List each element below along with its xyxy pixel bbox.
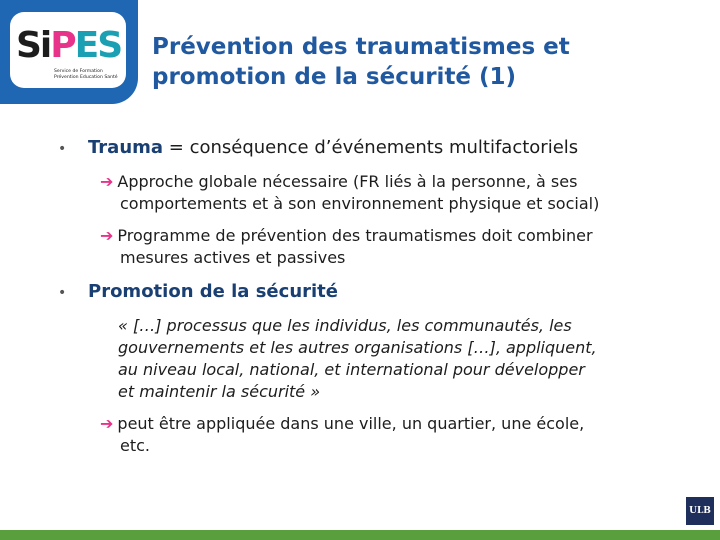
bullet-trauma [88,138,578,158]
promotion-quote-line4: et maintenir la sécurité » [118,382,321,401]
trauma-sub1-line1: ➔ Approche globale nécessaire (FR liés à la personne, à ses [100,172,578,191]
trauma-sub1-line2: comportements et à son environnement physique et social) [120,194,600,213]
logo-word-es: ES [74,25,122,66]
trauma-sub2-line2: mesures actives et passives [120,248,346,267]
ulb-logo: ULB [686,497,714,525]
logo-subtitle-line2: Prévention Education Santé [54,75,118,80]
promotion-quote-line2: gouvernements et les autres organisations […], appliquent, [118,338,597,357]
bullet-promotion [88,282,338,302]
logo-subtitle-line1: Service de Formation [54,69,103,74]
logo-wordmark [16,26,121,66]
arrow-right-icon: ➔ [100,226,114,245]
slide-title-line2: promotion de la sécurité (1) [152,64,517,90]
arrow-right-icon: ➔ [100,172,114,191]
logo-word-p: P [50,25,75,66]
slide-title-line1: Prévention des traumatismes et [152,34,570,60]
sipes-logo-panel [0,0,138,104]
logo-word-si: Si [16,25,51,66]
bullet-marker: • [58,141,67,157]
logo-subtitle [54,69,126,81]
promotion-sub-line1: ➔ peut être appliquée dans une ville, un quartier, une école, [100,414,585,433]
sipes-logo [10,12,126,88]
trauma-sub2-line1: ➔ Programme de prévention des traumatismes doit combiner [100,226,593,245]
footer-bar [0,530,720,540]
trauma-definition: = conséquence d’événements multifactoriels [163,137,579,158]
promotion-sub-line2: etc. [120,436,150,455]
promotion-quote-line1: « […] processus que les individus, les communautés, les [118,316,572,335]
arrow-right-icon: ➔ [100,414,114,433]
slide-title [152,32,712,92]
promotion-term: Promotion de la sécurité [88,281,338,302]
promotion-quote-line3: au niveau local, national, et international pour développer [118,360,585,379]
bullet-marker: • [58,285,67,301]
trauma-term: Trauma [88,137,164,158]
